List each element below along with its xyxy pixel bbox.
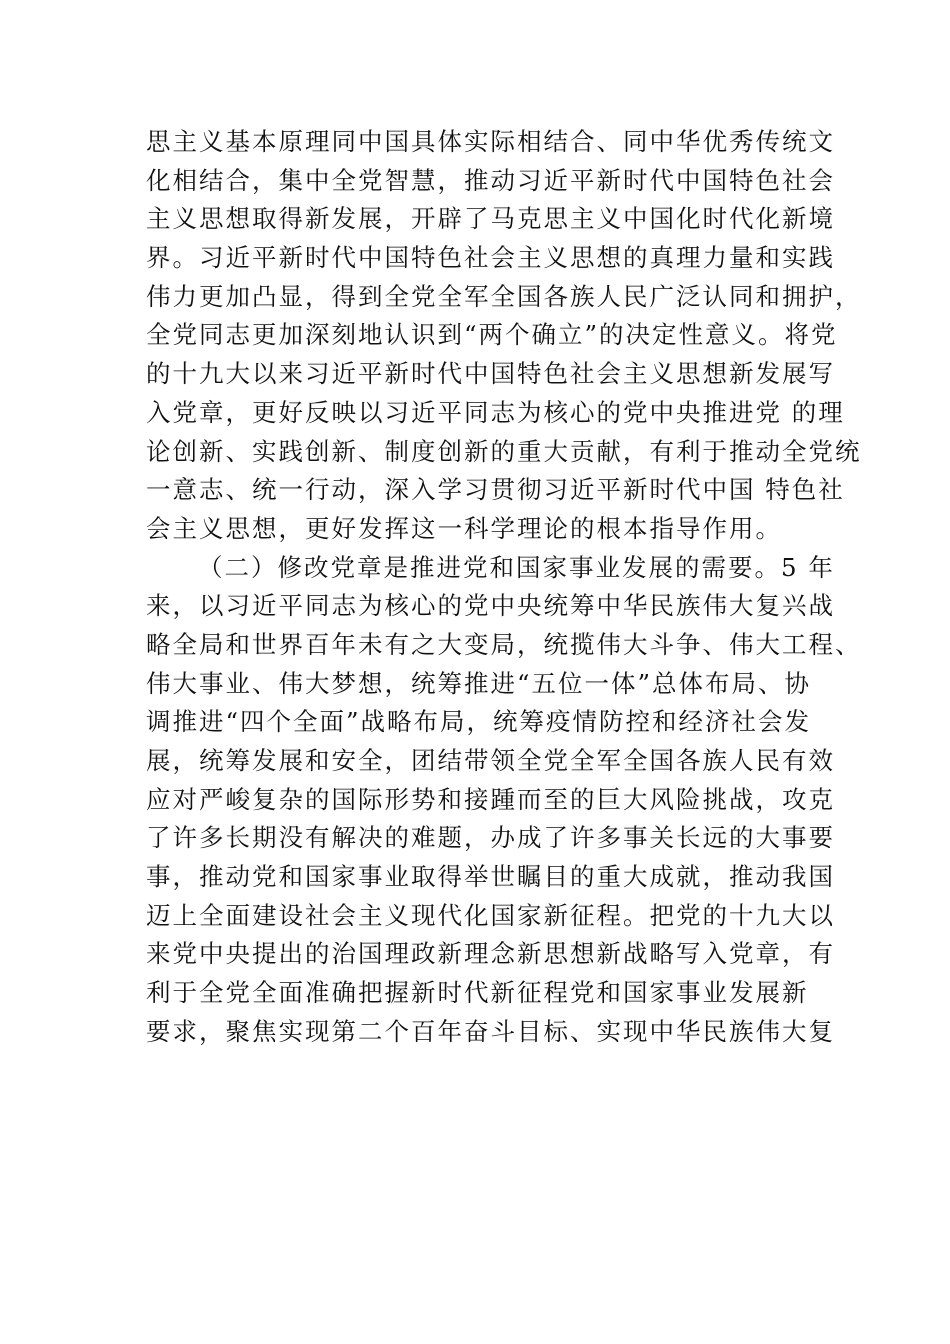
text-line: 界。习近平新时代中国特色社会主义思想的真理力量和实践 [146,243,835,273]
text-line: 来，以习近平同志为核心的党中央统筹中华民族伟大复兴战 [146,591,835,621]
text-line: 展，统筹发展和安全，团结带领全党全军全国各族人民有效 [146,746,835,775]
text-line: 利于全党全面准确把握新时代新征程党和国家事业发展新 [146,978,809,1008]
text-line: 了许多长期没有解决的难题，办成了许多事关长远的大事要 [146,823,835,853]
text-line: 主义思想取得新发展，开辟了马克思主义中国化时代化新境 [146,204,835,234]
text-line: 全党同志更加深刻地认识到“两个确立”的决定性意义。将党 [146,320,838,350]
text-line: 论创新、实践创新、制度创新的重大贡献，有利于推动全党统 [146,436,862,466]
text-line: 伟大事业、伟大梦想，统筹推进“五位一体”总体布局、协 [146,668,812,698]
text-line: 调推进“四个全面”战略布局，统筹疫情防控和经济社会发 [146,707,812,737]
text-line: 应对严峻复杂的国际形势和接踵而至的巨大风险挑战，攻克 [146,784,835,814]
text-line: 要求，聚焦实现第二个百年奋斗目标、实现中华民族伟大复 [146,1016,835,1046]
text-line: 事，推动党和国家事业取得举世瞩目的重大成就，推动我国 [146,862,835,892]
text-line: 一意志、统一行动，深入学习贯彻习近平新时代中国 特色社 [146,475,845,505]
text-line: 化相结合，集中全党智慧，推动习近平新时代中国特色社会 [146,165,835,195]
text-line: 伟力更加凸显，得到全党全军全国各族人民广泛认同和拥护， [146,281,862,311]
text-line: 入党章，更好反映以习近平同志为核心的党中央推进党 的理 [146,397,845,427]
text-line: 思主义基本原理同中国具体实际相结合、同中华优秀传统文 [146,127,835,156]
text-line: 迈上全面建设社会主义现代化国家新征程。把党的十九大以 [146,900,835,930]
text-line: 的十九大以来习近平新时代中国特色社会主义思想新发展写 [146,359,835,389]
text-line: 会主义思想，更好发挥这一科学理论的根本指导作用。 [146,513,782,543]
text-line: 略全局和世界百年未有之大变局，统揽伟大斗争、伟大工程、 [146,629,862,659]
body-text [146,123,862,1052]
text-line: 来党中央提出的治国理政新理念新思想新战略写入党章，有 [146,939,835,969]
paragraph-heading-line: （二）修改党章是推进党和国家事业发展的需要。5 年 [198,552,835,582]
